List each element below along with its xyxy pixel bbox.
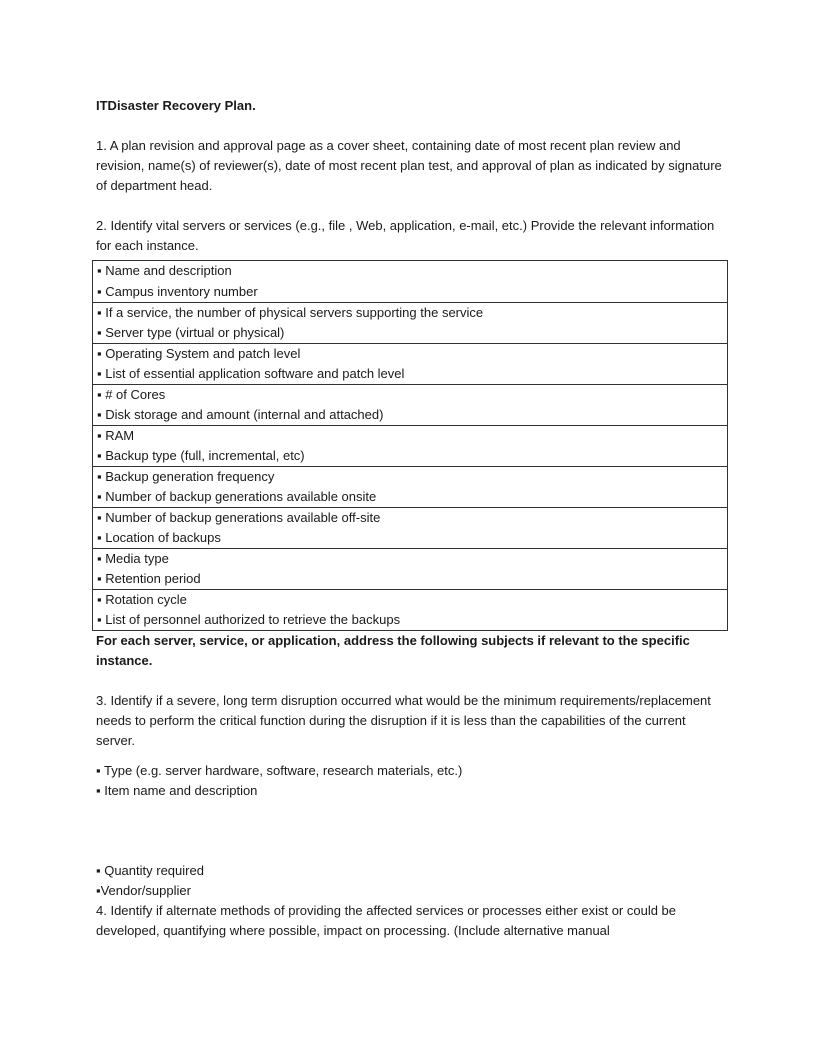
table-item: ▪ List of essential application software and patch level (97, 366, 405, 381)
list-item: ▪ Item name and description (96, 783, 258, 798)
table-row (93, 549, 728, 590)
spacer (96, 751, 728, 761)
table-item: ▪ If a service, the number of physical servers supporting the service (97, 305, 484, 320)
table-row (93, 385, 728, 426)
table-cell (93, 426, 728, 467)
spacer (96, 801, 728, 861)
table-item: ▪ RAM (97, 428, 135, 443)
table-row (93, 467, 728, 508)
table-row (93, 426, 728, 467)
table-item: ▪ Location of backups (97, 530, 221, 545)
table-cell (93, 590, 728, 631)
table-item: ▪ Operating System and patch level (97, 346, 301, 361)
table-item: ▪ Media type (97, 551, 169, 566)
table-item: ▪ Backup generation frequency (97, 469, 275, 484)
table-row (93, 303, 728, 344)
paragraph-1: 1. A plan revision and approval page as a cover sheet, containing date of most recent plan review and revision, name(s) of reviewer(s), date of most recent plan test, and approval of plan as indicated by signature of department head. (96, 138, 722, 193)
table-row (93, 261, 728, 303)
table-cell (93, 303, 728, 344)
table-item: ▪ Rotation cycle (97, 592, 187, 607)
table-row (93, 590, 728, 631)
table-item: ▪ Disk storage and amount (internal and attached) (97, 407, 384, 422)
paragraph-2: 2. Identify vital servers or services (e.g., file , Web, application, e-mail, etc.) Provide the relevant information for each instance. (96, 218, 715, 253)
table-item: ▪ Number of backup generations available off-site (97, 510, 381, 525)
spacer (96, 116, 728, 136)
table-cell (93, 385, 728, 426)
spacer (96, 196, 728, 216)
table-item: ▪ Name and description (97, 263, 232, 278)
paragraph-4: 4. Identify if alternate methods of providing the affected services or processes either exist or could be developed, quantifying where possible, impact on processing. (Include alternative manual (96, 903, 677, 938)
table-item: ▪ Retention period (97, 571, 201, 586)
list-item: ▪ Type (e.g. server hardware, software, research materials, etc.) (96, 763, 463, 778)
table-row (93, 344, 728, 385)
table-cell (93, 508, 728, 549)
table-row (93, 508, 728, 549)
table-item: ▪ Server type (virtual or physical) (97, 325, 285, 340)
document-title: ITDisaster Recovery Plan. (96, 98, 256, 113)
table-cell (93, 261, 728, 303)
table-cell (93, 344, 728, 385)
list-item: ▪Vendor/supplier (96, 883, 191, 898)
table-item: ▪ List of personnel authorized to retrieve the backups (97, 612, 401, 627)
list-item: ▪ Quantity required (96, 863, 204, 878)
table-item: ▪ Backup type (full, incremental, etc) (97, 448, 305, 463)
table-cell (93, 467, 728, 508)
document-page (96, 96, 728, 941)
table-item: ▪ Campus inventory number (97, 284, 258, 299)
table-item: ▪ # of Cores (97, 387, 166, 402)
table-cell (93, 549, 728, 590)
instruction-note: For each server, service, or application, address the following subjects if relevant to the specific instance. (96, 633, 690, 668)
server-info-table (92, 260, 728, 631)
table-item: ▪ Number of backup generations available onsite (97, 489, 377, 504)
paragraph-3: 3. Identify if a severe, long term disruption occurred what would be the minimum requirements/replacement needs to perform the critical function during the disruption if it is less than the capabilities of the current server. (96, 693, 711, 748)
spacer (96, 671, 728, 691)
